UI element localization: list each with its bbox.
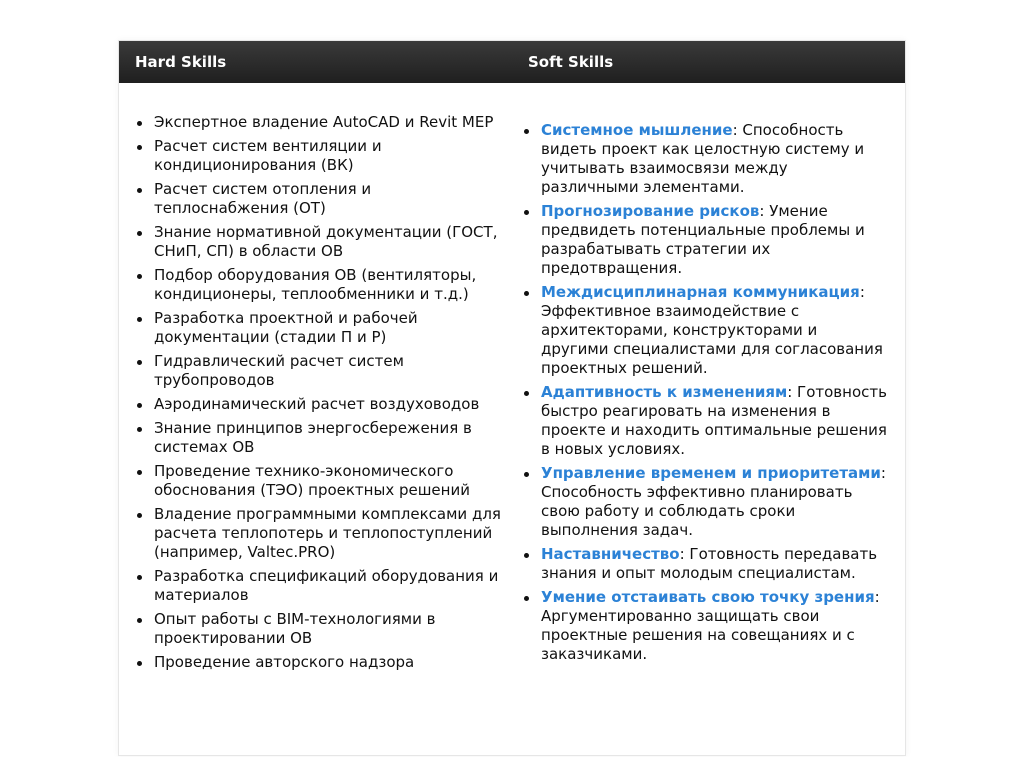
bullet-icon	[137, 661, 142, 666]
hard-skill-item	[154, 309, 502, 347]
hard-skill-item	[154, 653, 502, 672]
hard-skills-title: Hard Skills	[135, 53, 227, 71]
hard-skill-text: Расчет систем вентиляции и кондиционирования (ВК)	[154, 137, 382, 174]
bullet-icon	[524, 391, 529, 396]
soft-skill-item	[541, 464, 889, 540]
soft-skill-description: : Готовность передавать знания и опыт молодым специалистам.	[541, 545, 878, 582]
hard-skill-item	[154, 567, 502, 605]
hard-skill-item	[154, 610, 502, 648]
soft-skills-list	[522, 121, 889, 664]
soft-skill-term: Наставничество	[541, 545, 680, 563]
hard-skill-text: Разработка проектной и рабочей документации (стадии П и Р)	[154, 309, 418, 346]
hard-skill-item	[154, 180, 502, 218]
hard-skill-text: Знание нормативной документации (ГОСТ, СНиП, СП) в области ОВ	[154, 223, 498, 260]
soft-skill-description: : Умение предвидеть потенциальные проблемы и разрабатывать стратегии их предотвращения.	[541, 202, 865, 277]
bullet-icon	[137, 403, 142, 408]
table-body	[119, 83, 905, 677]
skills-table	[118, 40, 906, 756]
hard-skill-text: Аэродинамический расчет воздуховодов	[154, 395, 480, 413]
bullet-icon	[137, 145, 142, 150]
hard-skill-item	[154, 266, 502, 304]
soft-skill-description: : Готовность быстро реагировать на изменения в проекте и находить оптимальные решения в новых условиях.	[541, 383, 887, 458]
soft-skill-term: Управление временем и приоритетами	[541, 464, 881, 482]
hard-skill-text: Экспертное владение AutoCAD и Revit MEP	[154, 113, 494, 131]
bullet-icon	[524, 553, 529, 558]
soft-skill-description: : Аргументированно защищать свои проектные решения на совещаниях и с заказчиками.	[541, 588, 880, 663]
hard-skill-text: Разработка спецификаций оборудования и материалов	[154, 567, 499, 604]
soft-skill-description: : Способность эффективно планировать свою работу и соблюдать сроки выполнения задач.	[541, 464, 886, 539]
hard-skill-item	[154, 462, 502, 500]
soft-skill-term: Умение отстаивать свою точку зрения	[541, 588, 875, 606]
soft-skill-term: Системное мышление	[541, 121, 733, 139]
bullet-icon	[137, 188, 142, 193]
hard-skill-text: Проведение авторского надзора	[154, 653, 415, 671]
soft-skills-column	[512, 113, 905, 677]
table-header	[119, 41, 905, 83]
bullet-icon	[524, 210, 529, 215]
hard-skill-text: Расчет систем отопления и теплоснабжения (ОТ)	[154, 180, 372, 217]
hard-skill-text: Опыт работы с BIM-технологиями в проектировании ОВ	[154, 610, 436, 647]
soft-skill-item	[541, 588, 889, 664]
bullet-icon	[524, 596, 529, 601]
hard-skill-text: Знание принципов энергосбережения в системах ОВ	[154, 419, 472, 456]
hard-skills-list	[135, 113, 502, 672]
hard-skill-item	[154, 113, 502, 132]
bullet-icon	[137, 470, 142, 475]
hard-skills-column	[119, 113, 512, 677]
hard-skill-item	[154, 137, 502, 175]
soft-skills-title: Soft Skills	[528, 53, 614, 71]
soft-skill-item	[541, 283, 889, 378]
soft-skill-item	[541, 121, 889, 197]
bullet-icon	[137, 274, 142, 279]
hard-skill-text: Владение программными комплексами для расчета теплопотерь и теплопоступлений (например, Valtec.PRO)	[154, 505, 501, 561]
bullet-icon	[524, 291, 529, 296]
hard-skill-text: Подбор оборудования ОВ (вентиляторы, кондиционеры, теплообменники и т.д.)	[154, 266, 477, 303]
hard-skill-item	[154, 223, 502, 261]
hard-skill-text: Гидравлический расчет систем трубопроводов	[154, 352, 404, 389]
hard-skill-text: Проведение технико-экономического обоснования (ТЭО) проектных решений	[154, 462, 470, 499]
bullet-icon	[137, 618, 142, 623]
bullet-icon	[137, 231, 142, 236]
soft-skill-term: Междисциплинарная коммуникация	[541, 283, 860, 301]
soft-skill-item	[541, 202, 889, 278]
soft-skill-term: Прогнозирование рисков	[541, 202, 760, 220]
bullet-icon	[137, 427, 142, 432]
bullet-icon	[524, 472, 529, 477]
soft-skill-item	[541, 545, 889, 583]
hard-skill-item	[154, 352, 502, 390]
soft-skill-item	[541, 383, 889, 459]
bullet-icon	[137, 575, 142, 580]
soft-skill-term: Адаптивность к изменениям	[541, 383, 788, 401]
hard-skill-item	[154, 419, 502, 457]
bullet-icon	[137, 360, 142, 365]
soft-skill-description: : Эффективное взаимодействие с архитекторами, конструкторами и другими специалистами для согласования проектных решений.	[541, 283, 883, 377]
bullet-icon	[137, 513, 142, 518]
bullet-icon	[137, 317, 142, 322]
hard-skill-item	[154, 395, 502, 414]
hard-skill-item	[154, 505, 502, 562]
soft-skill-description: : Способность видеть проект как целостную систему и учитывать взаимосвязи между различными элементами.	[541, 121, 865, 196]
bullet-icon	[137, 121, 142, 126]
bullet-icon	[524, 129, 529, 134]
